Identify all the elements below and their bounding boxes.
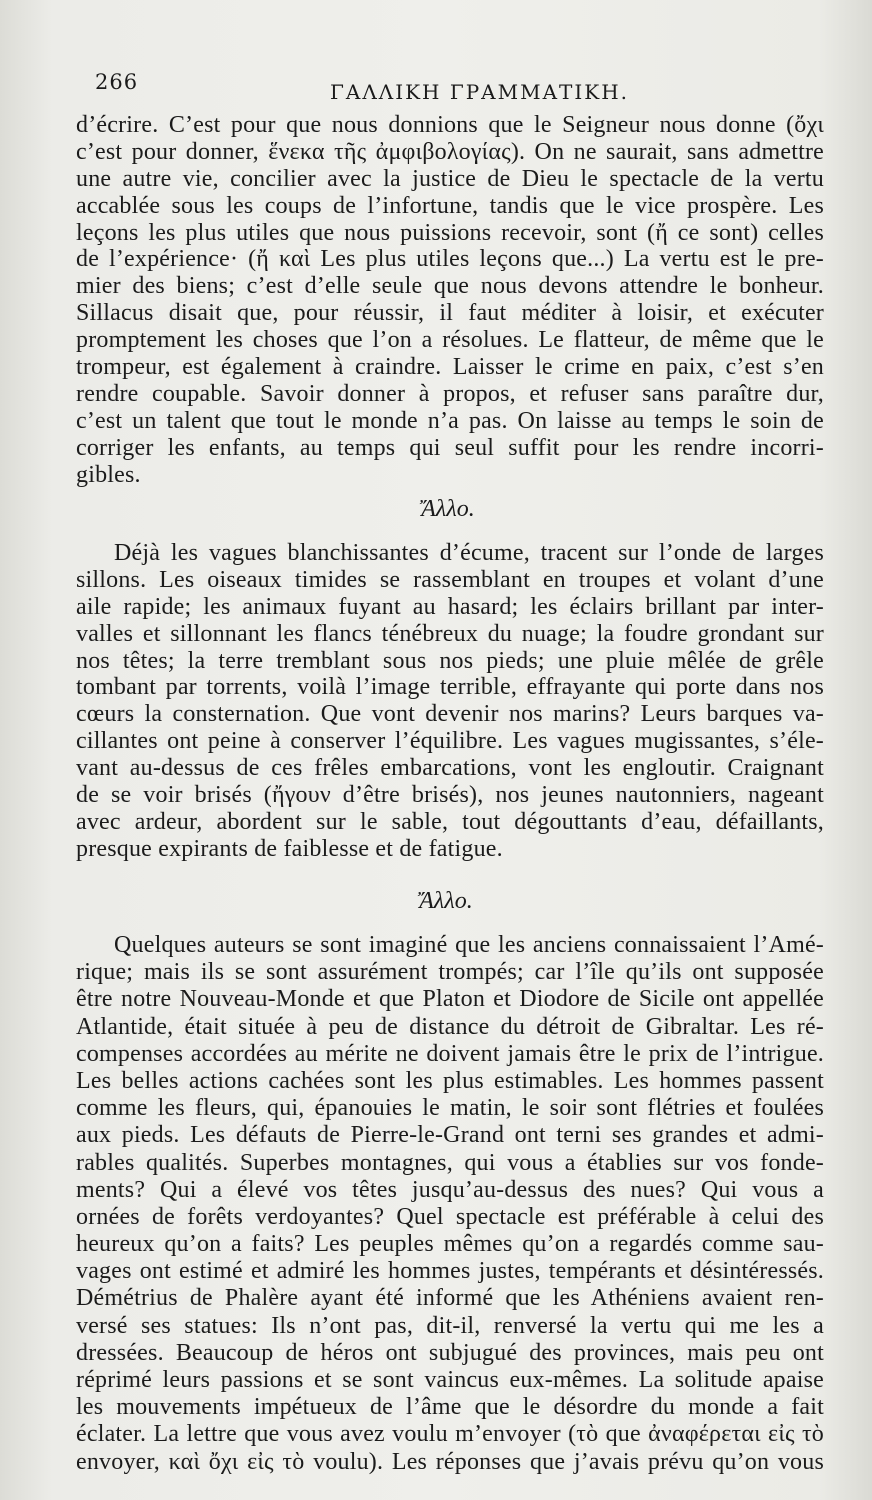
text-line: heureux qu’on a faits? Les peuples mêmes qu’on a regardés comme sau- [76,1231,824,1258]
text-line: aux pieds. Les défauts de Pierre-le-Grand ont terni ses grandes et admi- [76,1122,824,1149]
section-heading: Ἄλλο. [421,496,475,522]
text-line: Déjà les vagues blanchissantes d’écume, tracent sur l’onde de larges [114,540,824,566]
text-line: Quelques auteurs se sont imaginé que les anciens connaissaient l’Amé- [114,932,824,958]
text-line: c’est pour donner, ἕνεκα τῆς ἀμφιβολογίας). On ne saurait, sans admettre [76,138,824,165]
text-line: cillantes ont peine à conserver l’équilibre. Les vagues mugissantes, s’éle- [76,728,824,755]
text-line: Les belles actions cachées sont les plus estimables. Les hommes passent [76,1067,824,1094]
paragraph-french-exercise [76,540,824,863]
text-line: leçons les plus utiles que nous puissions recevoir, sont (ἤ ce sont) celles [76,219,824,246]
text-line: envoyer, καὶ ὄχι εἰς τὸ voulu). Les réponses que j’avais prévu qu’on vous [76,1448,824,1475]
text-line: aile rapide; les animaux fuyant au hasard; les éclairs brillant par inter- [76,593,824,620]
text-line: éclater. La lettre que vous avez voulu m’envoyer (τὸ que ἀναφέρεται εἰς τὸ [76,1421,824,1448]
text-line: ments? Qui a élevé vos têtes jusqu’au-dessus des nues? Qui vous a [76,1176,824,1203]
text-line: de l’expérience· (ἤ καὶ Les plus utiles leçons que...) La vertu est le pre- [76,246,824,273]
text-line: Atlantide, était située à peu de distance du détroit de Gibraltar. Les ré- [76,1013,824,1040]
text-line: promptement les choses que l’on a résolues. Le flatteur, de même que le [76,327,824,354]
text-line: sillons. Les oiseaux timides se rassemblant en troupes et volant d’une [76,566,824,593]
text-line: compenses accordées au mérite ne doivent jamais être le prix de l’intrigue. [76,1040,824,1067]
text-line: rendre coupable. Savoir donner à propos, et refuser sans paraître dur, [76,380,824,407]
text-line: gibles. [76,461,141,488]
text-line: dressées. Beaucoup de héros ont subjugué des provinces, mais peu ont [76,1339,824,1366]
text-line: rables qualités. Superbes montagnes, qui vous a établies sur vos fonde- [76,1149,824,1176]
text-line: Sillacus disait que, pour réussir, il faut méditer à loisir, et exécuter [76,300,824,327]
text-line: d’écrire. C’est pour que nous donnions que le Seigneur nous donne (ὄχι [76,112,824,138]
page-header [95,70,832,110]
paragraph-french-exercise [76,112,824,488]
text-line: valles et sillonnant les flancs ténébreux du nuage; la foudre grondant sur [76,620,824,647]
running-title: ΓΑΛΛΙΚΗ ΓΡΑΜΜΑΤΙΚΗ. [330,80,630,104]
text-line: c’est un talent que tout le monde n’a pas. On laisse au temps le soin de [76,407,824,434]
text-line: réprimé leurs passions et se sont vaincus eux-mêmes. La solitude apaise [76,1367,824,1393]
text-line: ornées de forêts verdoyantes? Quel spectacle est préférable à celui des [76,1203,824,1230]
text-line: trompeur, est également à craindre. Laisser le crime en paix, c’est s’en [76,354,824,381]
text-line: corriger les enfants, au temps qui seul suffit pour les rendre incorri- [76,434,824,461]
text-line: les mouvements impétueux de l’âme que le désordre du monde a fait [76,1394,824,1421]
text-line: être notre Nouveau-Monde et que Platon et Diodore de Sicile ont appellée [76,986,824,1013]
paragraph-french-exercise [76,932,824,1476]
text-line: de se voir brisés (ἤγουν d’être brisés), nos jeunes nautonniers, nageant [76,782,824,809]
section-heading: Ἄλλο. [419,888,473,914]
text-line: rique; mais ils se sont assurément trompés; car l’île qu’ils ont supposée [76,959,824,986]
page-number: 266 [95,70,139,94]
text-line: vages ont estimé et admiré les hommes justes, tempérants et désintéressés. [76,1258,824,1285]
text-line: tombant par torrents, voilà l’image terrible, effrayante qui porte dans nos [76,674,824,701]
text-line: avec ardeur, abordent sur le sable, tout dégouttants d’eau, défaillants, [76,808,824,835]
text-line: mier des biens; c’est d’elle seule que nous devons attendre le bonheur. [76,273,824,300]
text-line: une autre vie, concilier avec la justice de Dieu le spectacle de la vertu [76,165,824,192]
text-line: nos têtes; la terre tremblant sous nos pieds; une pluie mêlée de grêle [76,647,824,674]
text-line: comme les fleurs, qui, épanouies le matin, le soir sont flétries et foulées [76,1095,824,1122]
text-line: versé ses statues: Ils n’ont pas, dit-il, renversé la vertu qui me les a [76,1312,824,1339]
text-line: vant au-dessus de ces frêles embarcations, vont les engloutir. Craignant [76,755,824,782]
text-line: cœurs la consternation. Que vont devenir nos marins? Leurs barques va- [76,701,824,728]
text-line: accablée sous les coups de l’infortune, tandis que le vice prospère. Les [76,192,824,219]
text-line: Démétrius de Phalère ayant été informé que les Athéniens avaient ren- [76,1285,824,1312]
text-line: presque expirants de faiblesse et de fatigue. [76,835,503,862]
